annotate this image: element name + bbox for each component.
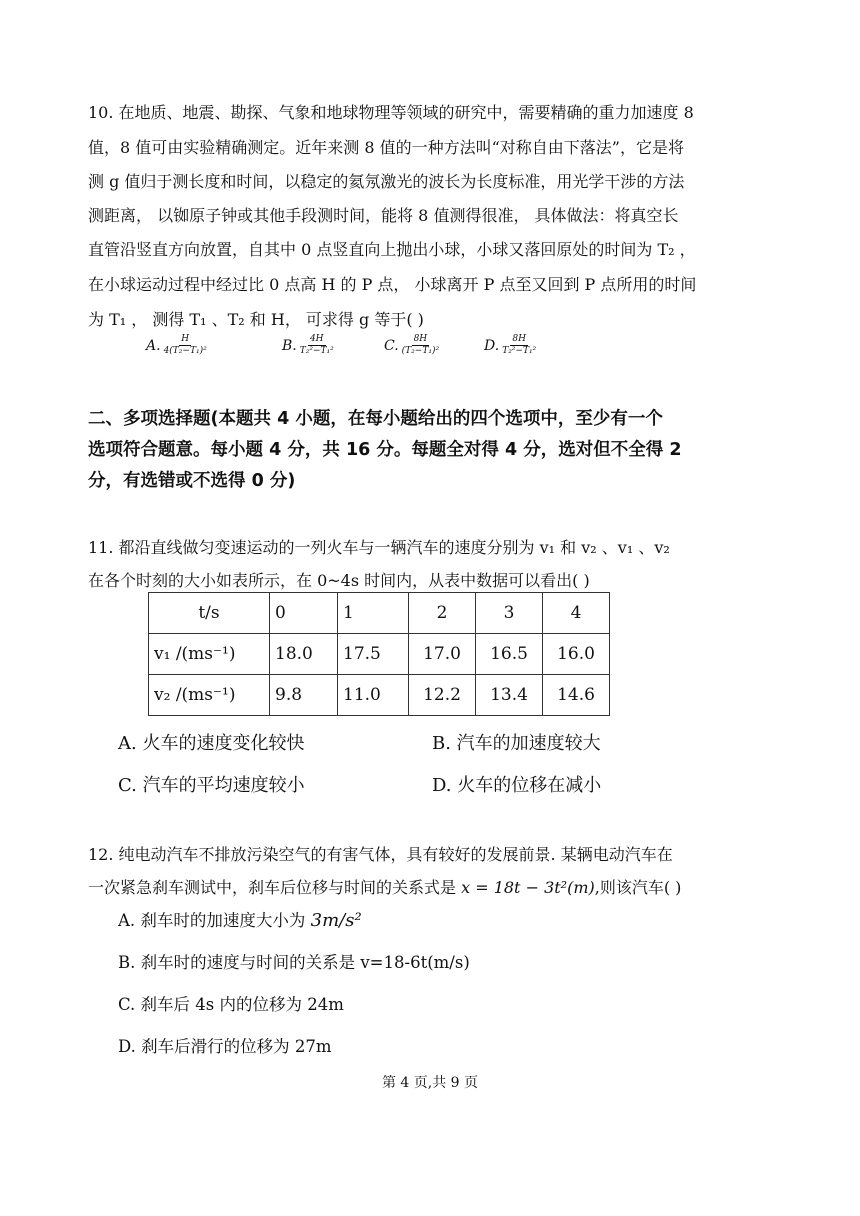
q12-option-b: B. 刹车时的速度与时间的关系是 v=18-6t(m/s)	[118, 953, 470, 972]
q10-choice-d	[484, 334, 538, 357]
q10-choice-c	[384, 334, 441, 357]
q12-option-c: C. 刹车后 4s 内的位移为 24m	[118, 995, 344, 1014]
choice-fraction	[162, 334, 209, 357]
q10-line-3: 测 g 值归于测长度和时间，以稳定的氦氖激光的波长为长度标准，用光学干涉的方法	[88, 172, 685, 191]
table-cell: 13.4	[476, 675, 543, 716]
displacement-formula: x = 18t − 3t²(m)	[461, 878, 595, 897]
table-header-row	[149, 593, 610, 634]
acceleration-formula: 3m/s²	[310, 910, 362, 931]
q11-line-2: 在各个时刻的大小如表所示，在 0~4s 时间内，从表中数据可以看出( )	[88, 571, 590, 590]
choice-letter: A.	[146, 337, 161, 354]
q10-line-2: 值，8 值可由实验精确测定。近年来测 8 值的一种方法叫“对称自由下落法”，它是将	[88, 138, 684, 157]
q10-line-7: 为 T₁ ， 测得 T₁ 、T₂ 和 H， 可求得 g 等于( )	[88, 310, 424, 329]
choice-letter: C.	[384, 337, 399, 354]
q12-line-2-text: 一次紧急刹车测试中，刹车后位移与时间的关系式是	[88, 878, 462, 897]
q11-option-d: D. 火车的位移在减小	[432, 775, 602, 796]
q12-line-1: 12. 纯电动汽车不排放污染空气的有害气体，具有较好的发展前景. 某辆电动汽车在	[88, 845, 673, 864]
page-footer: 第 4 页,共 9 页	[381, 1075, 479, 1091]
choice-fraction	[400, 334, 441, 357]
table-cell: 11.0	[338, 675, 409, 716]
q10-line-1: 10. 在地质、地震、勘探、气象和地球物理等领域的研究中，需要精确的重力加速度 8	[88, 103, 694, 122]
q11-option-b: B. 汽车的加速度较大	[432, 733, 601, 754]
fraction-denominator: (T₂−T₁)²	[401, 346, 440, 356]
section-heading-line-3: 分，有选错或不选得 0 分)	[88, 471, 296, 491]
table-cell: 17.0	[409, 634, 476, 675]
choice-letter: D.	[484, 337, 500, 354]
table-cell: 12.2	[409, 675, 476, 716]
fraction-numerator: 8H	[512, 334, 526, 344]
table-cell: 4	[543, 593, 610, 634]
q10-choice-a	[146, 334, 209, 357]
velocity-table	[148, 592, 610, 716]
q12-option-a-text: A. 刹车时的加速度大小为	[118, 911, 311, 930]
table-cell: 18.0	[270, 634, 338, 675]
fraction-denominator: T₂²−T₁²	[299, 346, 334, 356]
fraction-numerator: H	[181, 334, 190, 344]
q10-line-6: 在小球运动过程中经过比 0 点高 H 的 P 点， 小球离开 P 点至又回到 P 点所用的时间	[88, 275, 697, 294]
q10-choice-b	[282, 334, 336, 357]
q12-line-2-end: ,则该汽车( )	[594, 878, 682, 897]
q12-option-d: D. 刹车后滑行的位移为 27m	[118, 1037, 332, 1056]
fraction-numerator: 8H	[413, 334, 428, 344]
table-cell: 16.0	[543, 634, 610, 675]
q12-option-a	[118, 910, 362, 932]
q11-option-c: C. 汽车的平均速度较小	[118, 775, 305, 796]
table-cell: 14.6	[543, 675, 610, 716]
section-heading-line-1: 二、多项选择题(本题共 4 小题，在每小题给出的四个选项中，至少有一个	[88, 409, 663, 429]
table-cell: 1	[338, 593, 409, 634]
q12-line-2	[88, 878, 681, 898]
choice-fraction	[298, 334, 336, 357]
table-cell: 17.5	[338, 634, 409, 675]
table-cell: v₁ /(ms⁻¹)	[149, 634, 270, 675]
table-cell: v₂ /(ms⁻¹)	[149, 675, 270, 716]
table-cell: 9.8	[270, 675, 338, 716]
table-cell: 0	[270, 593, 338, 634]
q11-line-1: 11. 都沿直线做匀变速运动的一列火车与一辆汽车的速度分别为 v₁ 和 v₂ 、v₁ 、v₂	[88, 538, 670, 557]
table-row	[149, 675, 610, 716]
q10-line-4: 测距离， 以铷原子钟或其他手段测时间，能将 8 值测得很准， 具体做法：将真空长	[88, 206, 679, 225]
q11-option-a: A. 火车的速度变化较快	[118, 733, 305, 754]
fraction-denominator: 4(T₂−T₁)²	[163, 346, 207, 356]
fraction-numerator: 4H	[309, 334, 324, 344]
table-cell: t/s	[149, 593, 270, 634]
table-cell: 2	[409, 593, 476, 634]
section-heading-line-2: 选项符合题意。每小题 4 分，共 16 分。每题全对得 4 分，选对但不全得 2	[88, 440, 682, 460]
choice-letter: B.	[282, 337, 297, 354]
table-cell: 16.5	[476, 634, 543, 675]
table-row	[149, 634, 610, 675]
table-cell: 3	[476, 593, 543, 634]
q10-line-5: 直管沿竖直方向放置，自其中 0 点竖直向上抛出小球，小球又落回原处的时间为 T₂ ，	[88, 240, 696, 259]
choice-fraction	[500, 334, 538, 357]
fraction-denominator: T₂²−T₁²	[502, 346, 537, 356]
